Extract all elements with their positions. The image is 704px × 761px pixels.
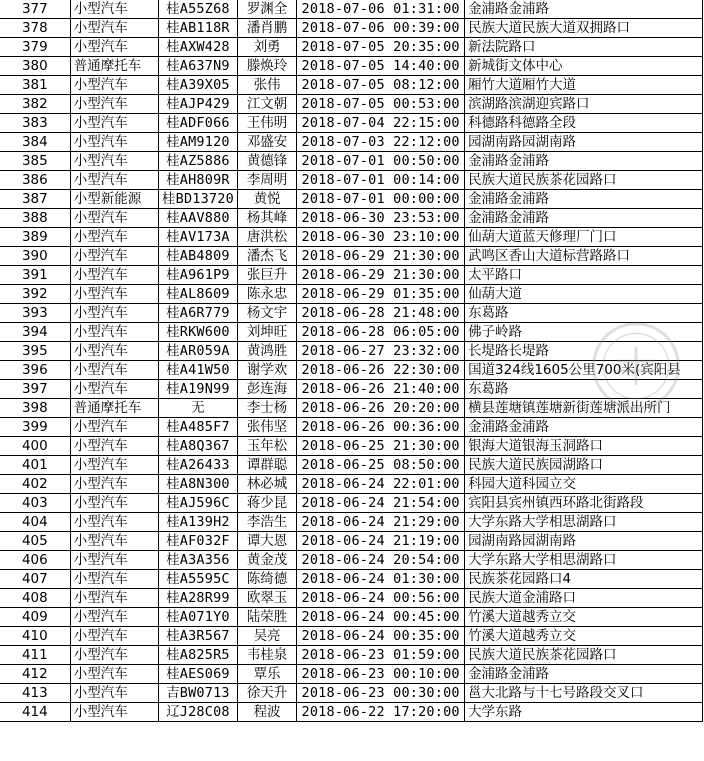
plate-number-cell: 桂A26433 bbox=[158, 456, 237, 475]
plate-number-cell: 桂AAV880 bbox=[158, 209, 237, 228]
driver-name-cell: 唐洪松 bbox=[237, 228, 296, 247]
record-number-cell: 377 bbox=[0, 0, 70, 19]
driver-name-cell: 谭群聪 bbox=[237, 456, 296, 475]
driver-name-cell: 江文朝 bbox=[237, 95, 296, 114]
table-row bbox=[0, 513, 703, 532]
violation-time-cell: 2018-07-05 00:53:00 bbox=[297, 95, 465, 114]
table-row bbox=[0, 418, 703, 437]
violation-location-cell: 民族大道民族茶花园路口 bbox=[465, 171, 703, 190]
table-row bbox=[0, 684, 703, 703]
driver-name-cell: 李浩生 bbox=[237, 513, 296, 532]
plate-number-cell: 桂A3R567 bbox=[158, 627, 237, 646]
record-number-cell: 399 bbox=[0, 418, 70, 437]
table-row bbox=[0, 342, 703, 361]
violation-time-cell: 2018-06-23 00:10:00 bbox=[297, 665, 465, 684]
driver-name-cell: 杨其峰 bbox=[237, 209, 296, 228]
table-row bbox=[0, 247, 703, 266]
record-number-cell: 408 bbox=[0, 589, 70, 608]
driver-name-cell: 陈永忠 bbox=[237, 285, 296, 304]
table-row bbox=[0, 19, 703, 38]
table-row bbox=[0, 608, 703, 627]
violation-location-cell: 竹溪大道越秀立交 bbox=[465, 608, 703, 627]
record-number-cell: 396 bbox=[0, 361, 70, 380]
record-number-cell: 406 bbox=[0, 551, 70, 570]
table-row bbox=[0, 266, 703, 285]
vehicle-type-cell: 小型汽车 bbox=[70, 570, 158, 589]
driver-name-cell: 林必城 bbox=[237, 475, 296, 494]
plate-number-cell: 桂A8Q367 bbox=[158, 437, 237, 456]
driver-name-cell: 黄鸿胜 bbox=[237, 342, 296, 361]
violation-time-cell: 2018-07-05 08:12:00 bbox=[297, 76, 465, 95]
violation-time-cell: 2018-06-25 08:50:00 bbox=[297, 456, 465, 475]
table-row bbox=[0, 494, 703, 513]
table-row bbox=[0, 703, 703, 722]
table-row bbox=[0, 171, 703, 190]
violation-location-cell: 竹溪大道越秀立交 bbox=[465, 627, 703, 646]
table-row bbox=[0, 228, 703, 247]
record-number-cell: 383 bbox=[0, 114, 70, 133]
table-row bbox=[0, 627, 703, 646]
violation-time-cell: 2018-06-24 01:30:00 bbox=[297, 570, 465, 589]
violation-time-cell: 2018-07-05 20:35:00 bbox=[297, 38, 465, 57]
driver-name-cell: 谭大恩 bbox=[237, 532, 296, 551]
violation-location-cell: 金浦路金浦路 bbox=[465, 418, 703, 437]
table-row bbox=[0, 646, 703, 665]
violation-location-cell: 科德路科德路全段 bbox=[465, 114, 703, 133]
violation-location-cell: 大学东路 bbox=[465, 703, 703, 722]
plate-number-cell: 桂AH809R bbox=[158, 171, 237, 190]
record-number-cell: 387 bbox=[0, 190, 70, 209]
record-number-cell: 390 bbox=[0, 247, 70, 266]
violation-location-cell: 东葛路 bbox=[465, 380, 703, 399]
vehicle-type-cell: 小型汽车 bbox=[70, 171, 158, 190]
vehicle-type-cell: 小型汽车 bbox=[70, 361, 158, 380]
table-row bbox=[0, 190, 703, 209]
driver-name-cell: 黄金茂 bbox=[237, 551, 296, 570]
violation-time-cell: 2018-06-25 21:30:00 bbox=[297, 437, 465, 456]
violation-location-cell: 银海大道银海玉洞路口 bbox=[465, 437, 703, 456]
vehicle-type-cell: 小型汽车 bbox=[70, 589, 158, 608]
plate-number-cell: 无 bbox=[158, 399, 237, 418]
vehicle-type-cell: 小型汽车 bbox=[70, 532, 158, 551]
violation-location-cell: 新城街文体中心 bbox=[465, 57, 703, 76]
vehicle-type-cell: 小型汽车 bbox=[70, 627, 158, 646]
violation-location-cell: 科园大道科园立交 bbox=[465, 475, 703, 494]
violation-time-cell: 2018-06-23 00:30:00 bbox=[297, 684, 465, 703]
driver-name-cell: 刘勇 bbox=[237, 38, 296, 57]
violation-location-cell: 园湖南路园湖南路 bbox=[465, 532, 703, 551]
plate-number-cell: 辽J28C08 bbox=[158, 703, 237, 722]
table-row bbox=[0, 38, 703, 57]
driver-name-cell: 张巨升 bbox=[237, 266, 296, 285]
vehicle-type-cell: 小型汽车 bbox=[70, 342, 158, 361]
plate-number-cell: 桂A637N9 bbox=[158, 57, 237, 76]
plate-number-cell: 桂A39X05 bbox=[158, 76, 237, 95]
plate-number-cell: 桂A6R779 bbox=[158, 304, 237, 323]
vehicle-type-cell: 小型新能源 bbox=[70, 190, 158, 209]
table-row bbox=[0, 399, 703, 418]
violation-location-cell: 国道324线1605公里700米(宾阳县 bbox=[465, 361, 703, 380]
vehicle-type-cell: 小型汽车 bbox=[70, 209, 158, 228]
table-row bbox=[0, 456, 703, 475]
plate-number-cell: 桂AJ596C bbox=[158, 494, 237, 513]
violation-location-cell: 长堤路长堤路 bbox=[465, 342, 703, 361]
plate-number-cell: 桂A961P9 bbox=[158, 266, 237, 285]
record-number-cell: 404 bbox=[0, 513, 70, 532]
record-number-cell: 401 bbox=[0, 456, 70, 475]
record-number-cell: 403 bbox=[0, 494, 70, 513]
record-number-cell: 395 bbox=[0, 342, 70, 361]
violation-time-cell: 2018-07-01 00:00:00 bbox=[297, 190, 465, 209]
violation-time-cell: 2018-06-26 22:30:00 bbox=[297, 361, 465, 380]
violation-location-cell: 滨湖路滨湖迎宾路口 bbox=[465, 95, 703, 114]
vehicle-type-cell: 普通摩托车 bbox=[70, 57, 158, 76]
violation-time-cell: 2018-07-06 01:31:00 bbox=[297, 0, 465, 19]
violation-time-cell: 2018-06-24 00:35:00 bbox=[297, 627, 465, 646]
violation-location-cell: 园湖南路园湖南路 bbox=[465, 133, 703, 152]
driver-name-cell: 谢学欢 bbox=[237, 361, 296, 380]
vehicle-type-cell: 小型汽车 bbox=[70, 551, 158, 570]
vehicle-type-cell: 小型汽车 bbox=[70, 494, 158, 513]
record-number-cell: 394 bbox=[0, 323, 70, 342]
vehicle-type-cell: 小型汽车 bbox=[70, 684, 158, 703]
violation-location-cell: 宾阳县宾州镇西环路北街路段 bbox=[465, 494, 703, 513]
violation-time-cell: 2018-06-22 17:20:00 bbox=[297, 703, 465, 722]
table-row bbox=[0, 570, 703, 589]
table-row bbox=[0, 304, 703, 323]
violation-location-cell: 大学东路大学相思湖路口 bbox=[465, 551, 703, 570]
table-row bbox=[0, 114, 703, 133]
plate-number-cell: 桂AZ5886 bbox=[158, 152, 237, 171]
record-number-cell: 392 bbox=[0, 285, 70, 304]
violation-time-cell: 2018-06-28 21:48:00 bbox=[297, 304, 465, 323]
plate-number-cell: 桂A41W50 bbox=[158, 361, 237, 380]
violation-location-cell: 金浦路金浦路 bbox=[465, 0, 703, 19]
plate-number-cell: 桂RKW600 bbox=[158, 323, 237, 342]
plate-number-cell: 桂A3A356 bbox=[158, 551, 237, 570]
driver-name-cell: 陆荣胜 bbox=[237, 608, 296, 627]
violation-location-cell: 新法院路口 bbox=[465, 38, 703, 57]
plate-number-cell: 桂ADF066 bbox=[158, 114, 237, 133]
violation-location-cell: 太平路口 bbox=[465, 266, 703, 285]
violation-time-cell: 2018-06-30 23:53:00 bbox=[297, 209, 465, 228]
driver-name-cell: 韦桂泉 bbox=[237, 646, 296, 665]
driver-name-cell: 潘杰飞 bbox=[237, 247, 296, 266]
violation-time-cell: 2018-06-24 21:29:00 bbox=[297, 513, 465, 532]
violation-location-cell: 仙葫大道 bbox=[465, 285, 703, 304]
driver-name-cell: 张伟坚 bbox=[237, 418, 296, 437]
violation-location-cell: 金浦路金浦路 bbox=[465, 209, 703, 228]
plate-number-cell: 桂AJP429 bbox=[158, 95, 237, 114]
record-number-cell: 400 bbox=[0, 437, 70, 456]
plate-number-cell: 桂AM9120 bbox=[158, 133, 237, 152]
vehicle-type-cell: 小型汽车 bbox=[70, 323, 158, 342]
record-number-cell: 397 bbox=[0, 380, 70, 399]
violation-time-cell: 2018-06-28 06:05:00 bbox=[297, 323, 465, 342]
table-row bbox=[0, 380, 703, 399]
vehicle-type-cell: 小型汽车 bbox=[70, 285, 158, 304]
record-number-cell: 378 bbox=[0, 19, 70, 38]
table-row bbox=[0, 532, 703, 551]
plate-number-cell: 桂AXW428 bbox=[158, 38, 237, 57]
violation-time-cell: 2018-06-26 20:20:00 bbox=[297, 399, 465, 418]
driver-name-cell: 刘坤旺 bbox=[237, 323, 296, 342]
violation-time-cell: 2018-06-29 21:30:00 bbox=[297, 266, 465, 285]
driver-name-cell: 杨文宇 bbox=[237, 304, 296, 323]
violation-time-cell: 2018-06-24 00:45:00 bbox=[297, 608, 465, 627]
table-row bbox=[0, 551, 703, 570]
vehicle-type-cell: 小型汽车 bbox=[70, 513, 158, 532]
violation-time-cell: 2018-07-05 14:40:00 bbox=[297, 57, 465, 76]
vehicle-type-cell: 小型汽车 bbox=[70, 646, 158, 665]
violation-time-cell: 2018-06-26 00:36:00 bbox=[297, 418, 465, 437]
plate-number-cell: 桂A825R5 bbox=[158, 646, 237, 665]
record-number-cell: 405 bbox=[0, 532, 70, 551]
violation-location-cell: 佛子岭路 bbox=[465, 323, 703, 342]
vehicle-type-cell: 小型汽车 bbox=[70, 0, 158, 19]
violation-time-cell: 2018-06-27 23:32:00 bbox=[297, 342, 465, 361]
violation-location-cell: 大学东路大学相思湖路口 bbox=[465, 513, 703, 532]
violation-location-cell: 武鸣区香山大道标营路路口 bbox=[465, 247, 703, 266]
record-number-cell: 382 bbox=[0, 95, 70, 114]
record-number-cell: 389 bbox=[0, 228, 70, 247]
violation-time-cell: 2018-06-24 20:54:00 bbox=[297, 551, 465, 570]
driver-name-cell: 覃乐 bbox=[237, 665, 296, 684]
violation-location-cell: 东葛路 bbox=[465, 304, 703, 323]
table-row bbox=[0, 76, 703, 95]
violation-location-cell: 民族大道民族园湖路口 bbox=[465, 456, 703, 475]
driver-name-cell: 滕焕玲 bbox=[237, 57, 296, 76]
driver-name-cell: 蒋少昆 bbox=[237, 494, 296, 513]
plate-number-cell: 桂AV173A bbox=[158, 228, 237, 247]
record-number-cell: 411 bbox=[0, 646, 70, 665]
driver-name-cell: 吴亮 bbox=[237, 627, 296, 646]
record-number-cell: 414 bbox=[0, 703, 70, 722]
plate-number-cell: 桂A19N99 bbox=[158, 380, 237, 399]
record-number-cell: 380 bbox=[0, 57, 70, 76]
violation-location-cell: 金浦路金浦路 bbox=[465, 190, 703, 209]
plate-number-cell: 桂AES069 bbox=[158, 665, 237, 684]
record-number-cell: 388 bbox=[0, 209, 70, 228]
violation-time-cell: 2018-07-04 22:15:00 bbox=[297, 114, 465, 133]
driver-name-cell: 徐天升 bbox=[237, 684, 296, 703]
vehicle-type-cell: 小型汽车 bbox=[70, 76, 158, 95]
violation-time-cell: 2018-07-01 00:14:00 bbox=[297, 171, 465, 190]
driver-name-cell: 李士杨 bbox=[237, 399, 296, 418]
record-number-cell: 385 bbox=[0, 152, 70, 171]
driver-name-cell: 彭连海 bbox=[237, 380, 296, 399]
driver-name-cell: 邓盛安 bbox=[237, 133, 296, 152]
driver-name-cell: 罗渊全 bbox=[237, 0, 296, 19]
plate-number-cell: 桂AB118R bbox=[158, 19, 237, 38]
plate-number-cell: 吉BW0713 bbox=[158, 684, 237, 703]
vehicle-type-cell: 小型汽车 bbox=[70, 418, 158, 437]
vehicle-type-cell: 小型汽车 bbox=[70, 608, 158, 627]
violation-time-cell: 2018-07-03 22:12:00 bbox=[297, 133, 465, 152]
plate-number-cell: 桂A139H2 bbox=[158, 513, 237, 532]
record-number-cell: 402 bbox=[0, 475, 70, 494]
plate-number-cell: 桂A8N300 bbox=[158, 475, 237, 494]
plate-number-cell: 桂A28R99 bbox=[158, 589, 237, 608]
table-row bbox=[0, 285, 703, 304]
violation-time-cell: 2018-06-24 21:54:00 bbox=[297, 494, 465, 513]
violation-location-cell: 民族大道民族大道双拥路口 bbox=[465, 19, 703, 38]
driver-name-cell: 黄悦 bbox=[237, 190, 296, 209]
plate-number-cell: 桂A071Y0 bbox=[158, 608, 237, 627]
vehicle-type-cell: 小型汽车 bbox=[70, 456, 158, 475]
violation-location-cell: 厢竹大道厢竹大道 bbox=[465, 76, 703, 95]
violation-time-cell: 2018-06-24 00:56:00 bbox=[297, 589, 465, 608]
plate-number-cell: 桂AL8609 bbox=[158, 285, 237, 304]
vehicle-type-cell: 小型汽车 bbox=[70, 95, 158, 114]
vehicle-type-cell: 小型汽车 bbox=[70, 380, 158, 399]
vehicle-type-cell: 小型汽车 bbox=[70, 114, 158, 133]
record-number-cell: 393 bbox=[0, 304, 70, 323]
table-row bbox=[0, 209, 703, 228]
violation-time-cell: 2018-06-24 22:01:00 bbox=[297, 475, 465, 494]
record-number-cell: 412 bbox=[0, 665, 70, 684]
violation-time-cell: 2018-06-30 23:10:00 bbox=[297, 228, 465, 247]
vehicle-type-cell: 小型汽车 bbox=[70, 19, 158, 38]
record-number-cell: 386 bbox=[0, 171, 70, 190]
record-number-cell: 384 bbox=[0, 133, 70, 152]
record-number-cell: 381 bbox=[0, 76, 70, 95]
violation-location-cell: 金浦路金浦路 bbox=[465, 665, 703, 684]
plate-number-cell: 桂A55Z68 bbox=[158, 0, 237, 19]
record-number-cell: 413 bbox=[0, 684, 70, 703]
vehicle-type-cell: 小型汽车 bbox=[70, 152, 158, 171]
vehicle-type-cell: 普通摩托车 bbox=[70, 399, 158, 418]
violation-location-cell: 邕大北路与十七号路段交叉口 bbox=[465, 684, 703, 703]
vehicle-type-cell: 小型汽车 bbox=[70, 437, 158, 456]
violation-time-cell: 2018-06-29 01:35:00 bbox=[297, 285, 465, 304]
plate-number-cell: 桂AR059A bbox=[158, 342, 237, 361]
plate-number-cell: 桂BD13720 bbox=[158, 190, 237, 209]
record-number-cell: 391 bbox=[0, 266, 70, 285]
driver-name-cell: 张伟 bbox=[237, 76, 296, 95]
violation-location-cell: 民族大道民族茶花园路口 bbox=[465, 646, 703, 665]
vehicle-type-cell: 小型汽车 bbox=[70, 665, 158, 684]
driver-name-cell: 王伟明 bbox=[237, 114, 296, 133]
violation-time-cell: 2018-07-01 00:50:00 bbox=[297, 152, 465, 171]
plate-number-cell: 桂AB4809 bbox=[158, 247, 237, 266]
table-row bbox=[0, 665, 703, 684]
vehicle-type-cell: 小型汽车 bbox=[70, 38, 158, 57]
violation-time-cell: 2018-06-23 01:59:00 bbox=[297, 646, 465, 665]
table-row bbox=[0, 437, 703, 456]
vehicle-type-cell: 小型汽车 bbox=[70, 266, 158, 285]
violation-location-cell: 民族茶花园路口4 bbox=[465, 570, 703, 589]
plate-number-cell: 桂A485F7 bbox=[158, 418, 237, 437]
plate-number-cell: 桂AF032F bbox=[158, 532, 237, 551]
driver-name-cell: 黄德锋 bbox=[237, 152, 296, 171]
violation-time-cell: 2018-06-24 21:19:00 bbox=[297, 532, 465, 551]
vehicle-type-cell: 小型汽车 bbox=[70, 703, 158, 722]
vehicle-type-cell: 小型汽车 bbox=[70, 133, 158, 152]
table-row bbox=[0, 95, 703, 114]
driver-name-cell: 潘肖鹏 bbox=[237, 19, 296, 38]
vehicle-type-cell: 小型汽车 bbox=[70, 228, 158, 247]
table-row bbox=[0, 361, 703, 380]
violation-location-cell: 横县莲塘镇莲塘新街莲塘派出所门 bbox=[465, 399, 703, 418]
violation-time-cell: 2018-07-06 00:39:00 bbox=[297, 19, 465, 38]
table-row bbox=[0, 475, 703, 494]
table-row bbox=[0, 323, 703, 342]
record-number-cell: 410 bbox=[0, 627, 70, 646]
record-number-cell: 407 bbox=[0, 570, 70, 589]
vehicle-type-cell: 小型汽车 bbox=[70, 475, 158, 494]
violation-location-cell: 仙葫大道蓝天修理厂门口 bbox=[465, 228, 703, 247]
table-row bbox=[0, 133, 703, 152]
table-row bbox=[0, 57, 703, 76]
table-row bbox=[0, 589, 703, 608]
driver-name-cell: 李周明 bbox=[237, 171, 296, 190]
driver-name-cell: 程波 bbox=[237, 703, 296, 722]
record-number-cell: 398 bbox=[0, 399, 70, 418]
violation-location-cell: 金浦路金浦路 bbox=[465, 152, 703, 171]
violation-time-cell: 2018-06-26 21:40:00 bbox=[297, 380, 465, 399]
violation-location-cell: 民族大道金浦路口 bbox=[465, 589, 703, 608]
table-row bbox=[0, 0, 703, 19]
vehicle-type-cell: 小型汽车 bbox=[70, 304, 158, 323]
vehicle-type-cell: 小型汽车 bbox=[70, 247, 158, 266]
driver-name-cell: 玉年松 bbox=[237, 437, 296, 456]
record-number-cell: 409 bbox=[0, 608, 70, 627]
plate-number-cell: 桂A5595C bbox=[158, 570, 237, 589]
driver-name-cell: 欧翠玉 bbox=[237, 589, 296, 608]
table-row bbox=[0, 152, 703, 171]
record-number-cell: 379 bbox=[0, 38, 70, 57]
driver-name-cell: 陈绮德 bbox=[237, 570, 296, 589]
violation-time-cell: 2018-06-29 21:30:00 bbox=[297, 247, 465, 266]
